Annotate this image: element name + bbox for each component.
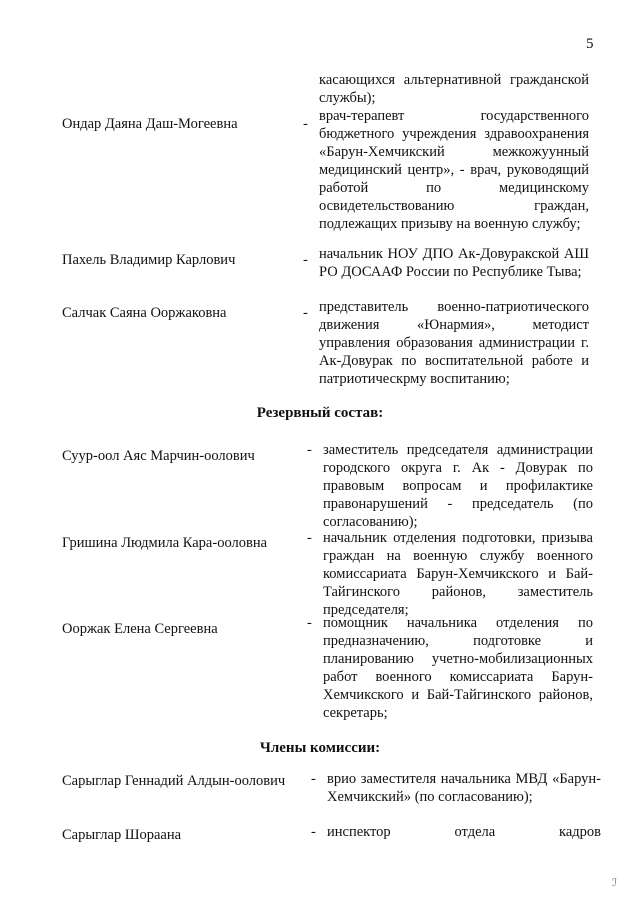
entry-name: Сарыглар Шораана (62, 827, 182, 843)
entry-dash: - (307, 615, 312, 631)
entry-name: Салчак Саяна Ооржаковна (62, 305, 227, 321)
entry-name: Ооржак Елена Сергеевна (62, 621, 218, 637)
entry-dash: - (307, 530, 312, 546)
entry-desc: начальник отделения подготовки, призыва граждан на военную службу военного комиссариата Барун-Хемчикского и Бай-Тайгинского районов, заместитель председателя; (323, 530, 593, 618)
entry-name: Суур-оол Аяс Марчин-оолович (62, 448, 255, 464)
entry-desc: начальник НОУ ДПО Ак-Довуракской АШ РО ДОСААФ России по Республике Тыва; (319, 246, 589, 280)
entry-desc: касающихся альтернативной гражданской службы); (319, 72, 589, 106)
entry-dash: - (307, 442, 312, 458)
scan-mark: ℐ (612, 877, 618, 889)
entry-dash: - (303, 116, 308, 132)
entry-name: Ондар Даяна Даш-Могеевна (62, 116, 238, 132)
entry-desc: врио заместителя начальника МВД «Барун-Хемчикский» (по согласованию); (327, 771, 601, 805)
entry-dash: - (303, 252, 308, 268)
heading-reserve: Резервный состав: (256, 405, 384, 421)
entry-desc: помощник начальника отделения по предназначению, подготовке и планированию учетно-мобилизационных работ военного комиссариата Барун-Хемчикского и Бай-Тайгинского районов, секретарь; (323, 615, 593, 721)
entry-desc: врач-терапевт государственного бюджетного учреждения здравоохранения «Барун-Хемчикский межкожуунный медицинский центр», - врач, руководящий работой по медицинскому освидетельствованию граждан, подлежащих призыву на военную службу; (319, 108, 589, 232)
entry-desc: инспектор отдела кадров (327, 824, 601, 840)
entry-desc: представитель военно-патриотического движения «Юнармия», методист управления образования администрации г. Ак-Довурак по воспитательной работе и патриотическрму воспитанию; (319, 299, 589, 387)
heading-members: Члены комиссии: (259, 740, 381, 756)
entry-name: Сарыглар Геннадий Алдын-оолович (62, 773, 286, 789)
entry-desc: заместитель председателя администрации городского округа г. Ак - Довурак по правовым вопросам и профилактике правонарушений - председатель (по согласованию); (323, 442, 593, 530)
page-number: 5 (586, 36, 594, 52)
entry-dash: - (303, 305, 308, 321)
entry-dash: - (311, 771, 316, 787)
entry-name: Гришина Людмила Кара-ооловна (62, 535, 268, 551)
entry-dash: - (311, 824, 316, 840)
entry-name: Пахель Владимир Карлович (62, 252, 236, 268)
